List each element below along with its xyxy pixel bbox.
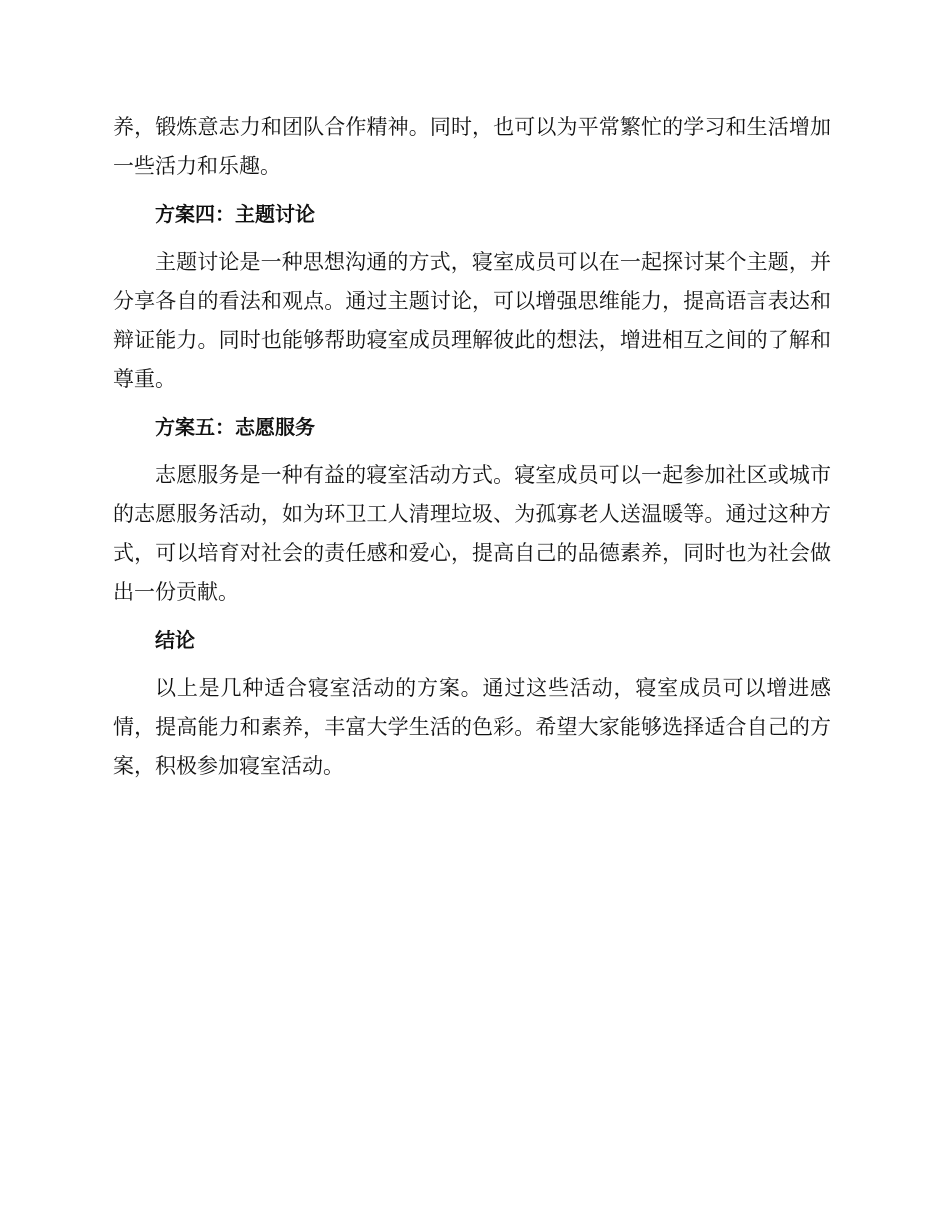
paragraph-continuation: 养，锻炼意志力和团队合作精神。同时，也可以为平常繁忙的学习和生活增加一些活力和乐趣。	[113, 115, 831, 178]
section-heading-conclusion: 结论	[155, 628, 195, 652]
section-heading-volunteer-service: 方案五：志愿服务	[155, 415, 315, 439]
paragraph-topic-discussion: 主题讨论是一种思想沟通的方式，寝室成员可以在一起探讨某个主题，并分享各自的看法和观点。通过主题讨论，可以增强思维能力，提高语言表达和辩证能力。同时也能够帮助寝室成员理解彼此的想法，增进相互之间的了解和尊重。	[113, 250, 831, 391]
paragraph-conclusion: 以上是几种适合寝室活动的方案。通过这些活动，寝室成员可以增进感情，提高能力和素养，丰富大学生活的色彩。希望大家能够选择适合自己的方案，积极参加寝室活动。	[113, 676, 831, 778]
section-heading-topic-discussion: 方案四：主题讨论	[155, 202, 315, 226]
paragraph-volunteer-service: 志愿服务是一种有益的寝室活动方式。寝室成员可以一起参加社区或城市的志愿服务活动，如为环卫工人清理垃圾、为孤寡老人送温暖等。通过这种方式，可以培育对社会的责任感和爱心，提高自己的品德素养，同时也为社会做出一份贡献。	[113, 463, 831, 604]
document-body	[113, 108, 831, 795]
